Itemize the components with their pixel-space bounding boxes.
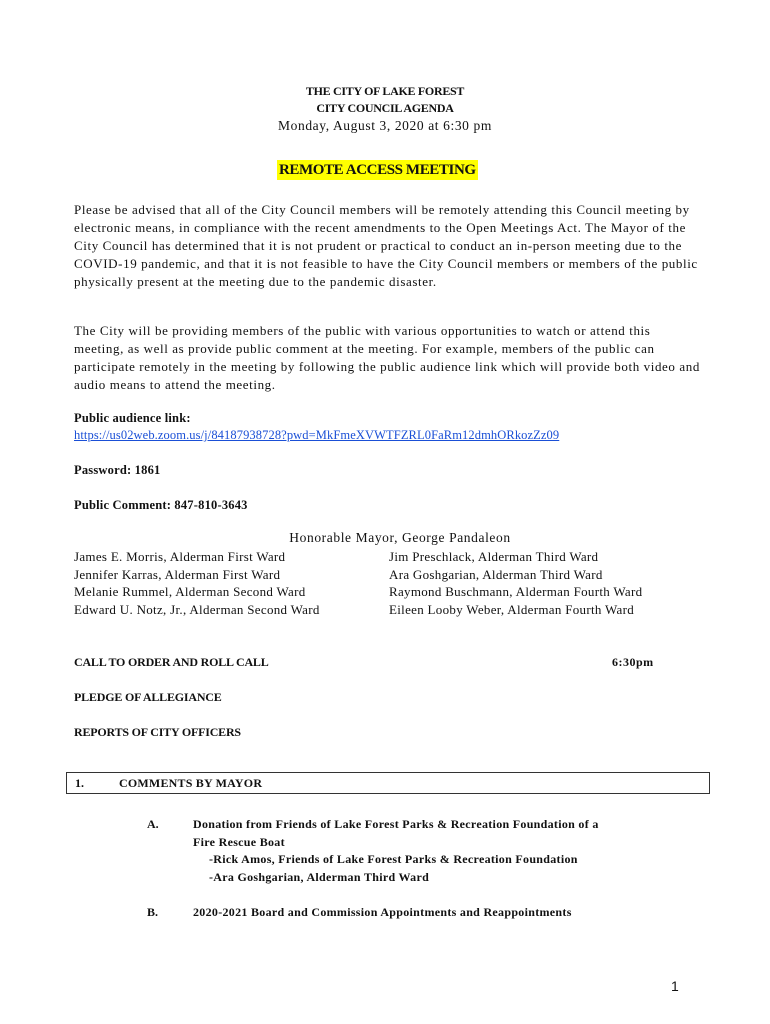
item-1-title: COMMENTS BY MAYOR (119, 776, 263, 790)
item-1-box (66, 772, 710, 794)
pledge-heading: PLEDGE OF ALLEGIANCE (74, 690, 222, 704)
audience-link-label: Public audience link: (74, 411, 191, 425)
reports-heading: REPORTS OF CITY OFFICERS (74, 725, 241, 739)
item-1-number: 1. (75, 776, 84, 790)
alderman-entry: Raymond Buschmann, Alderman Fourth Ward (389, 584, 643, 599)
agenda-title: CITY COUNCIL AGENDA (316, 101, 454, 115)
alderman-entry: Jim Preschlack, Alderman Third Ward (389, 549, 599, 564)
item-a-line: Fire Rescue Boat (193, 834, 285, 849)
alderman-entry: Ara Goshgarian, Alderman Third Ward (389, 566, 603, 582)
item-b-letter: B. (147, 905, 159, 919)
item-b-text: 2020-2021 Board and Commission Appointments and Reappointments (193, 905, 572, 919)
alderman-entry: Eileen Looby Weber, Alderman Fourth Ward (389, 601, 635, 617)
aldermen-left-column (74, 548, 320, 618)
remote-access-heading: REMOTE ACCESS MEETING (279, 162, 476, 178)
item-a-presenter: -Rick Amos, Friends of Lake Forest Parks & Recreation Foundation (209, 852, 578, 866)
city-title: THE CITY OF LAKE FOREST (305, 84, 465, 98)
aldermen-right-column (389, 548, 642, 618)
mayor-name: Honorable Mayor, George Pandaleon (289, 530, 511, 545)
item-a-line: Donation from Friends of Lake Forest Parks & Recreation Foundation of a (193, 817, 599, 831)
alderman-entry: Jennifer Karras, Alderman First Ward (74, 566, 281, 582)
page-number: 1 (671, 978, 679, 994)
password-text: Password: 1861 (74, 463, 161, 477)
participation-paragraph: The City will be providing members of the public with various opportunities to watch or attend this meeting, as well as provide public comment at the meeting. For example, members of the public can participate remotely in the meeting by following the public audience link which will provide both video and audio means to attend the meeting. (74, 323, 700, 392)
audience-link[interactable]: https://us02web.zoom.us/j/84187938728?pwd=MkFmeXVWTFZRL0FaRm12dmhORkozZz09 (74, 428, 560, 442)
item-a-presenter: -Ara Goshgarian, Alderman Third Ward (209, 869, 430, 884)
alderman-entry: Edward U. Notz, Jr., Alderman Second Ward (74, 601, 320, 617)
call-to-order-time: 6:30pm (612, 655, 654, 669)
alderman-entry: James E. Morris, Alderman First Ward (74, 549, 286, 564)
alderman-entry: Melanie Rummel, Alderman Second Ward (74, 584, 306, 599)
item-a-text (193, 816, 599, 886)
item-a-letter: A. (147, 817, 159, 831)
advisory-paragraph: Please be advised that all of the City Council members will be remotely attending this Council meeting by electronic means, in compliance with the recent amendments to the Open Meetings Act. The Mayor of the City Council has determined that it is not prudent or practical to conduct an in-person meeting due to the COVID-19 pandemic, and that it is not feasible to have the City Council members or members of the public physically present at the meeting due to the pandemic disaster. (74, 202, 698, 289)
call-to-order-heading: CALL TO ORDER AND ROLL CALL (74, 655, 269, 669)
public-comment-text: Public Comment: 847-810-3643 (74, 498, 248, 512)
meeting-date: Monday, August 3, 2020 at 6:30 pm (278, 118, 492, 133)
